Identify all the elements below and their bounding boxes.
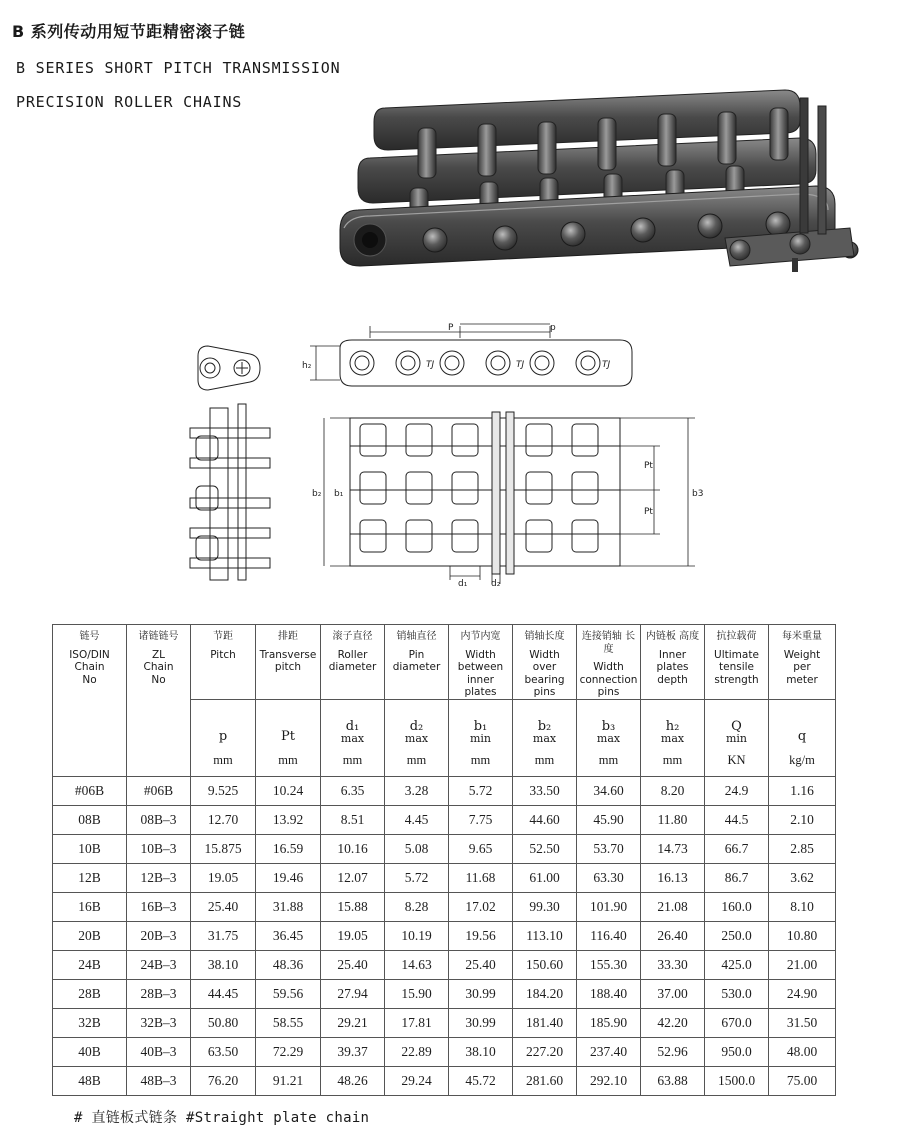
- table-cell: 38.10: [449, 1037, 513, 1066]
- symbol-cell: h₂ max: [641, 699, 705, 746]
- table-cell: 11.80: [641, 805, 705, 834]
- table-cell: 19.46: [256, 863, 321, 892]
- table-cell: 22.89: [385, 1037, 449, 1066]
- label-d1: d₁: [458, 579, 468, 586]
- table-cell: 5.72: [385, 863, 449, 892]
- table-row: [53, 1037, 836, 1066]
- table-row: [53, 921, 836, 950]
- symbol-cell: b₃ max: [577, 699, 641, 746]
- symbol-cell: q: [769, 699, 836, 746]
- table-cell: 8.10: [769, 892, 836, 921]
- table-cell: 10.16: [321, 834, 385, 863]
- table-cell: 75.00: [769, 1066, 836, 1095]
- table-cell: 14.63: [385, 950, 449, 979]
- table-cell: 10B–3: [127, 834, 191, 863]
- table-cell: 425.0: [705, 950, 769, 979]
- table-cell: 15.88: [321, 892, 385, 921]
- table-cell: 20B–3: [127, 921, 191, 950]
- table-cell: 13.92: [256, 805, 321, 834]
- table-cell: 29.24: [385, 1066, 449, 1095]
- table-cell: 91.21: [256, 1066, 321, 1095]
- table-cell: 08B: [53, 805, 127, 834]
- unit-cell: mm: [513, 746, 577, 777]
- table-cell: 30.99: [449, 1008, 513, 1037]
- table-cell: 99.30: [513, 892, 577, 921]
- table-row: [53, 892, 836, 921]
- table-cell: 17.81: [385, 1008, 449, 1037]
- table-row: [53, 805, 836, 834]
- table-row: [53, 1008, 836, 1037]
- label-b2: b₂: [312, 489, 322, 499]
- table-cell: 21.08: [641, 892, 705, 921]
- table-cell: 08B–3: [127, 805, 191, 834]
- table-cell: 39.37: [321, 1037, 385, 1066]
- symbol-cell: d₂ max: [385, 699, 449, 746]
- table-cell: 31.88: [256, 892, 321, 921]
- table-cell: 19.05: [321, 921, 385, 950]
- table-cell: 34.60: [577, 776, 641, 805]
- chain-technical-drawing: [180, 318, 705, 586]
- table-cell: 86.7: [705, 863, 769, 892]
- table-cell: 116.40: [577, 921, 641, 950]
- header-zl-chain-no: 诸链链号 ZL Chain No: [127, 625, 191, 777]
- label-b1: b₁: [334, 489, 344, 499]
- table-cell: 37.00: [641, 979, 705, 1008]
- unit-cell: mm: [577, 746, 641, 777]
- unit-cell: kg/m: [769, 746, 836, 777]
- label-brand-3: TJ: [602, 360, 611, 370]
- table-cell: 40B–3: [127, 1037, 191, 1066]
- table-cell: 33.30: [641, 950, 705, 979]
- table-cell: 5.72: [449, 776, 513, 805]
- unit-cell: mm: [256, 746, 321, 777]
- table-cell: 11.68: [449, 863, 513, 892]
- table-cell: 32B: [53, 1008, 127, 1037]
- table-cell: 101.90: [577, 892, 641, 921]
- label-pt-1: Pt: [644, 461, 653, 471]
- table-cell: 52.96: [641, 1037, 705, 1066]
- table-cell: 16.13: [641, 863, 705, 892]
- table-cell: 184.20: [513, 979, 577, 1008]
- table-cell: 25.40: [449, 950, 513, 979]
- table-cell: 50.80: [191, 1008, 256, 1037]
- label-h2: h₂: [302, 361, 312, 371]
- table-cell: 48B: [53, 1066, 127, 1095]
- table-cell: 28B: [53, 979, 127, 1008]
- table-cell: 21.00: [769, 950, 836, 979]
- table-cell: 28B–3: [127, 979, 191, 1008]
- table-cell: 181.40: [513, 1008, 577, 1037]
- table-cell: 281.60: [513, 1066, 577, 1095]
- label-b3: b3: [692, 489, 704, 499]
- table-cell: 24B: [53, 950, 127, 979]
- table-cell: 66.7: [705, 834, 769, 863]
- table-cell: 63.30: [577, 863, 641, 892]
- table-cell: 12.07: [321, 863, 385, 892]
- table-cell: 19.56: [449, 921, 513, 950]
- table-cell: 16B: [53, 892, 127, 921]
- table-cell: 17.02: [449, 892, 513, 921]
- table-cell: 32B–3: [127, 1008, 191, 1037]
- table-cell: 188.40: [577, 979, 641, 1008]
- table-cell: 25.40: [321, 950, 385, 979]
- table-cell: 8.28: [385, 892, 449, 921]
- table-row: [53, 776, 836, 805]
- table-cell: 12B–3: [127, 863, 191, 892]
- unit-cell: mm: [191, 746, 256, 777]
- table-cell: 9.65: [449, 834, 513, 863]
- header-tensile-strength: 抗拉载荷 Ultimate tensile strength: [705, 625, 769, 700]
- table-cell: 10.80: [769, 921, 836, 950]
- table-cell: 3.28: [385, 776, 449, 805]
- table-cell: 48.00: [769, 1037, 836, 1066]
- header-inner-plate-depth: 内链板 高度 Inner plates depth: [641, 625, 705, 700]
- table-cell: 24.90: [769, 979, 836, 1008]
- symbol-cell: p: [191, 699, 256, 746]
- chain-spec-table: [52, 624, 836, 1096]
- symbol-cell: b₂ max: [513, 699, 577, 746]
- table-cell: 36.45: [256, 921, 321, 950]
- table-row: [53, 1066, 836, 1095]
- label-brand-2: TJ: [516, 360, 525, 370]
- table-cell: 30.99: [449, 979, 513, 1008]
- table-cell: 150.60: [513, 950, 577, 979]
- table-cell: 27.94: [321, 979, 385, 1008]
- table-cell: 7.75: [449, 805, 513, 834]
- table-cell: 45.90: [577, 805, 641, 834]
- table-cell: 530.0: [705, 979, 769, 1008]
- table-cell: 15.90: [385, 979, 449, 1008]
- chain-photo: [330, 78, 860, 293]
- table-cell: 44.45: [191, 979, 256, 1008]
- header-roller-diameter: 滚子直径 Roller diameter: [321, 625, 385, 700]
- table-cell: 2.10: [769, 805, 836, 834]
- header-inner-width: 内节内宽 Width between inner plates: [449, 625, 513, 700]
- page-title-en-line2: PRECISION ROLLER CHAINS: [16, 93, 243, 111]
- table-cell: 16B–3: [127, 892, 191, 921]
- table-cell: 40B: [53, 1037, 127, 1066]
- table-cell: 59.56: [256, 979, 321, 1008]
- unit-cell: KN: [705, 746, 769, 777]
- table-cell: 44.60: [513, 805, 577, 834]
- table-cell: 2.85: [769, 834, 836, 863]
- spec-table-body: [53, 776, 836, 1095]
- table-cell: 24.9: [705, 776, 769, 805]
- table-cell: 33.50: [513, 776, 577, 805]
- table-cell: 15.875: [191, 834, 256, 863]
- label-pt-2: Pt: [644, 507, 653, 517]
- table-cell: 160.0: [705, 892, 769, 921]
- table-cell: 26.40: [641, 921, 705, 950]
- table-cell: #06B: [127, 776, 191, 805]
- symbol-cell: b₁ min: [449, 699, 513, 746]
- header-bearing-pin-width: 销轴长度 Width over bearing pins: [513, 625, 577, 700]
- table-cell: 63.50: [191, 1037, 256, 1066]
- table-cell: 72.29: [256, 1037, 321, 1066]
- header-iso-chain-no: 链号 ISO/DIN Chain No: [53, 625, 127, 777]
- chain-side-view: [310, 324, 632, 386]
- table-cell: 61.00: [513, 863, 577, 892]
- table-cell: 52.50: [513, 834, 577, 863]
- header-transverse-pitch: 排距 Transverse pitch: [256, 625, 321, 700]
- table-row: [53, 834, 836, 863]
- table-cell: 8.20: [641, 776, 705, 805]
- table-cell: 113.10: [513, 921, 577, 950]
- table-cell: 24B–3: [127, 950, 191, 979]
- table-cell: 292.10: [577, 1066, 641, 1095]
- table-row: [53, 950, 836, 979]
- table-cell: 31.50: [769, 1008, 836, 1037]
- table-cell: 5.08: [385, 834, 449, 863]
- page-title-cn: B 系列传动用短节距精密滚子链: [12, 22, 246, 41]
- table-cell: 1.16: [769, 776, 836, 805]
- table-cell: 950.0: [705, 1037, 769, 1066]
- label-brand-1: TJ: [426, 360, 435, 370]
- table-cell: 44.5: [705, 805, 769, 834]
- table-cell: 9.525: [191, 776, 256, 805]
- chain-strands: [340, 90, 858, 272]
- header-pitch: 节距 Pitch: [191, 625, 256, 700]
- table-cell: 670.0: [705, 1008, 769, 1037]
- table-cell: 29.21: [321, 1008, 385, 1037]
- table-cell: 250.0: [705, 921, 769, 950]
- table-cell: 45.72: [449, 1066, 513, 1095]
- header-connection-pin-width: 连接销轴 长度 Width connection pins: [577, 625, 641, 700]
- table-cell: 4.45: [385, 805, 449, 834]
- unit-cell: mm: [449, 746, 513, 777]
- table-cell: #06B: [53, 776, 127, 805]
- unit-cell: mm: [641, 746, 705, 777]
- table-cell: 237.40: [577, 1037, 641, 1066]
- table-cell: 42.20: [641, 1008, 705, 1037]
- table-row: [53, 979, 836, 1008]
- table-cell: 10.24: [256, 776, 321, 805]
- table-cell: 10.19: [385, 921, 449, 950]
- table-cell: 48B–3: [127, 1066, 191, 1095]
- symbol-cell: Q min: [705, 699, 769, 746]
- table-cell: 63.88: [641, 1066, 705, 1095]
- table-cell: 227.20: [513, 1037, 577, 1066]
- footnote: # 直链板式链条 #Straight plate chain: [74, 1110, 370, 1126]
- table-cell: 12.70: [191, 805, 256, 834]
- table-cell: 19.05: [191, 863, 256, 892]
- table-cell: 38.10: [191, 950, 256, 979]
- unit-cell: mm: [321, 746, 385, 777]
- table-row: [53, 863, 836, 892]
- table-cell: 53.70: [577, 834, 641, 863]
- table-cell: 31.75: [191, 921, 256, 950]
- table-cell: 48.36: [256, 950, 321, 979]
- table-cell: 10B: [53, 834, 127, 863]
- connecting-link-side-view: [198, 346, 260, 390]
- table-cell: 1500.0: [705, 1066, 769, 1095]
- header-weight-per-meter: 每米重量 Weight per meter: [769, 625, 836, 700]
- symbol-cell: Pt: [256, 699, 321, 746]
- header-pin-diameter: 销轴直径 Pin diameter: [385, 625, 449, 700]
- table-cell: 25.40: [191, 892, 256, 921]
- symbol-cell: d₁ max: [321, 699, 385, 746]
- table-cell: 48.26: [321, 1066, 385, 1095]
- table-cell: 3.62: [769, 863, 836, 892]
- table-cell: 76.20: [191, 1066, 256, 1095]
- table-cell: 8.51: [321, 805, 385, 834]
- table-cell: 155.30: [577, 950, 641, 979]
- chain-plan-view: [324, 412, 695, 584]
- label-pitch-1: P: [448, 323, 454, 333]
- table-cell: 6.35: [321, 776, 385, 805]
- table-cell: 58.55: [256, 1008, 321, 1037]
- label-d2: d₂: [491, 579, 501, 586]
- chain-end-view: [190, 404, 270, 580]
- table-cell: 14.73: [641, 834, 705, 863]
- table-cell: 12B: [53, 863, 127, 892]
- table-cell: 16.59: [256, 834, 321, 863]
- page-title-en-line1: B SERIES SHORT PITCH TRANSMISSION: [16, 59, 341, 77]
- label-pitch-2: p: [550, 323, 556, 333]
- table-cell: 20B: [53, 921, 127, 950]
- table-cell: 185.90: [577, 1008, 641, 1037]
- unit-cell: mm: [385, 746, 449, 777]
